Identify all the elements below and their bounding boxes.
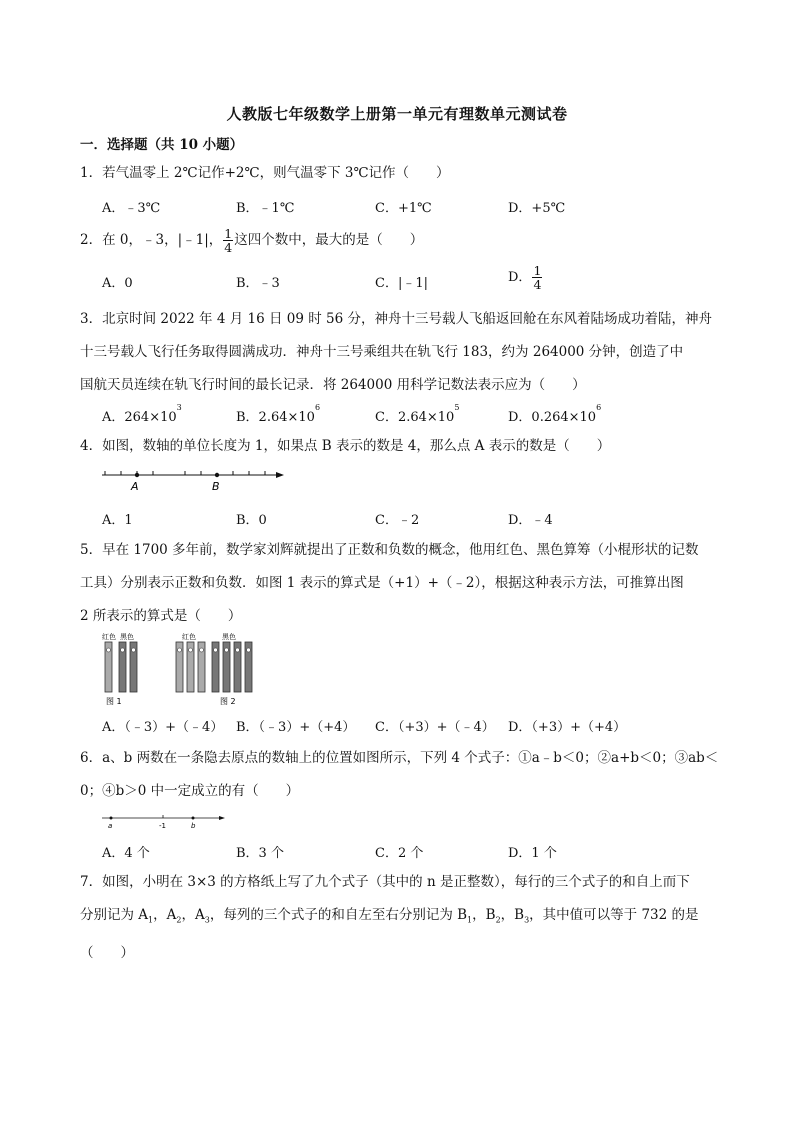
question-number: 3．: [80, 311, 103, 327]
option-c: C．（+3）+（﹣4）: [375, 720, 495, 735]
question-3-options: [102, 403, 722, 430]
option-c: C．2 个: [375, 846, 424, 861]
option-d: D．1 个: [508, 846, 557, 861]
option-c: C．+1℃: [375, 201, 432, 216]
option-d: D． $\frac{1}{4}$: [508, 263, 542, 292]
option-c: C．|﹣1|: [375, 276, 428, 291]
figure-1-label: 图 1: [106, 697, 122, 706]
option-b: B．﹣3: [236, 276, 280, 291]
label-black-1: 黑色: [120, 633, 134, 641]
page-title: 人教版七年级数学上册第一单元有理数单元测试卷: [226, 105, 568, 123]
label-a: A: [131, 480, 139, 493]
option-d: D．﹣4: [508, 513, 553, 528]
counting-rods-figure: [100, 630, 270, 710]
question-1-options: [102, 197, 722, 221]
label-neg-one: -1: [159, 822, 166, 830]
label-red-2: 红色: [182, 633, 196, 641]
label-b: b: [191, 822, 196, 830]
question-number: 5．: [80, 542, 103, 558]
option-b: B．（﹣3）+（+4）: [236, 720, 356, 735]
option-a: A．$264\times 10^3$: [102, 403, 182, 425]
option-d: D．+5℃: [508, 201, 566, 216]
question-text: 在 0，﹣3，|﹣1|，: [102, 232, 223, 248]
question-6: 6．a、b 两数在一条隐去原点的数轴上的位置如图所示，下列 4 个式子：①a﹣b＜0；②a+b＜0；③ab＜ 0；④b＞0 中一定成立的有（ ）: [80, 750, 719, 799]
label-black-2: 黑色: [222, 633, 236, 641]
question-7: 7．如图，小明在 3×3 的方格纸上写了九个式子（其中的 n 是正整数），每行的三个式子的和自上而下 分别记为 $A_1$，$A_2$，$A_3$，每列的三个式子的和自左至右分别记为 $B_1$，$B_2$，$B_3$，其中值可以等于 732 的是 （ ）: [80, 874, 699, 961]
option-c: C．﹣2: [375, 513, 420, 528]
option-a: A．1: [102, 513, 133, 528]
question-text: 若气温零上 2℃记作+2℃，则气温零下 3℃记作（ ）: [102, 165, 450, 181]
option-d: D．$0.264\times 10^6$: [508, 403, 602, 425]
question-4-options: [102, 509, 722, 533]
option-d: D．（+3）+（+4）: [508, 720, 627, 735]
number-line-figure: [100, 465, 290, 495]
option-b: B．$2.64\times 10^6$: [236, 403, 321, 425]
question-number: 1．: [80, 165, 103, 181]
point-a: [135, 473, 139, 477]
question-text-cont: 这四个数中，最大的是（ ）: [234, 232, 424, 248]
point-b: [215, 473, 219, 477]
question-2-options: [102, 263, 722, 296]
option-a: A．4 个: [102, 846, 150, 861]
question-number: 6．: [80, 750, 103, 766]
question-5-options: [102, 716, 722, 740]
option-a: A．0: [102, 276, 133, 291]
fraction-one-quarter: $\frac{1}{4}$: [224, 226, 233, 255]
question-number: 4．: [80, 438, 103, 454]
hidden-origin-number-line: [100, 810, 230, 832]
question-number: 7．: [80, 874, 103, 890]
option-a: A．（﹣3）+（﹣4）: [102, 720, 224, 735]
figure-2-label: 图 2: [220, 697, 236, 706]
option-b: B．0: [236, 513, 267, 528]
question-3: 3．北京时间 2022 年 4 月 16 日 09 时 56 分，神舟十三号载人飞船返回舱在东风着陆场成功着陆，神舟 十三号载人飞行任务取得圆满成功．神舟十三号乘组共在轨飞行 183，约为 264000 分钟，创造了中 国航天员连续在轨飞行时间的最长记录．将 264000 用科学记数法表示应为（ ）: [80, 311, 712, 393]
label-a: a: [108, 822, 113, 830]
option-b: B．3 个: [236, 846, 284, 861]
question-4: 4．如图，数轴的单位长度为 1，如果点 B 表示的数是 4，那么点 A 表示的数是（ ）: [80, 438, 611, 454]
question-1: [80, 157, 720, 190]
question-number: 2．: [80, 232, 103, 248]
label-red-1: 红色: [102, 633, 116, 641]
question-2: [80, 224, 720, 257]
option-c: C．$2.64\times 10^5$: [375, 403, 460, 425]
section-heading: 一．选择题（共 10 小题）: [80, 137, 244, 153]
option-a: A．﹣3℃: [102, 201, 161, 216]
question-5: 5．早在 1700 多年前，数学家刘辉就提出了正数和负数的概念，他用红色、黑色算筹（小棍形状的记数 工具）分别表示正数和负数．如图 1 表示的算式是（+1）+（﹣2），根据这种表示方法，可推算出图 2 所表示的算式是（ ）: [80, 542, 699, 624]
option-b: B．﹣1℃: [236, 201, 295, 216]
label-b: B: [212, 480, 220, 493]
question-6-options: [102, 842, 722, 866]
